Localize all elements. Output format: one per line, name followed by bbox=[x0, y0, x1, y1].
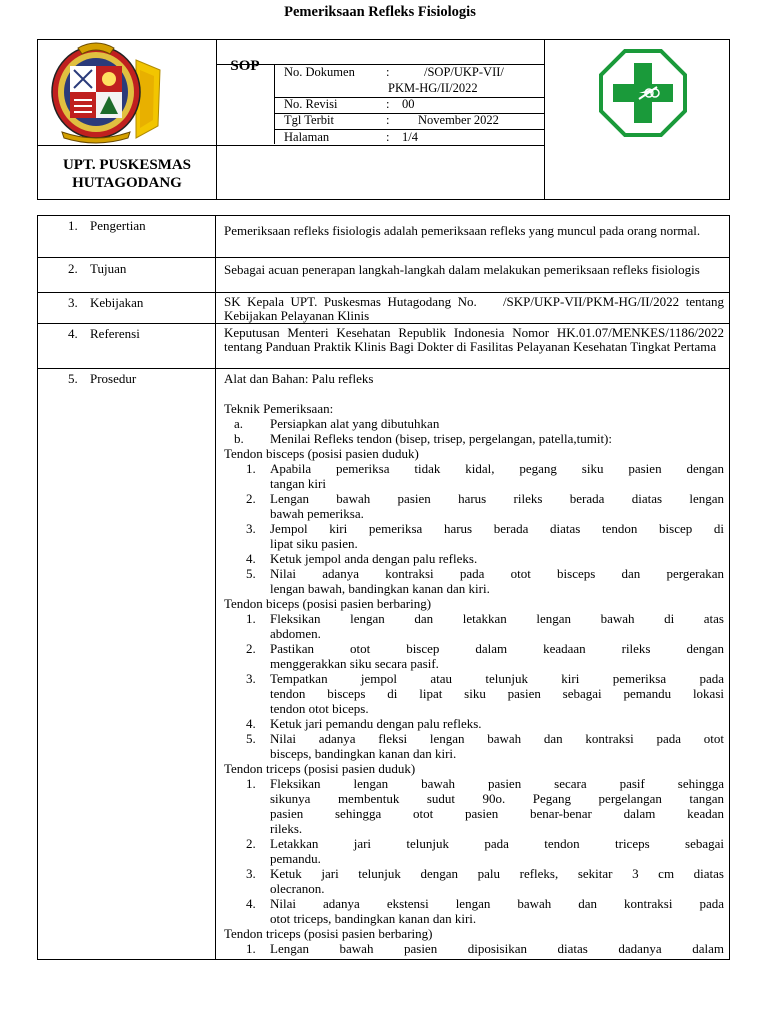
procedure-step bbox=[224, 491, 724, 521]
step-text-cont: pasien sehingga otot pasien benar-benar dalam keadan bbox=[270, 806, 724, 821]
step-text-cont: pemandu. bbox=[270, 851, 321, 866]
sop-label: SOP bbox=[230, 58, 260, 74]
step-text: Fleksikan lengan bawah pasien secara pasif sehingga bbox=[270, 776, 724, 791]
technique-item bbox=[224, 431, 724, 446]
procedure-step bbox=[224, 641, 724, 671]
step-text-cont: olecranon. bbox=[270, 881, 325, 896]
procedure-step bbox=[224, 716, 724, 731]
meta-sep: : bbox=[386, 113, 390, 127]
step-text: Pastikan otot biscep dalam keadaan rileks dengan bbox=[270, 641, 724, 656]
tools-text: Alat dan Bahan: Palu refleks bbox=[224, 371, 374, 386]
row-number: 5. bbox=[68, 371, 78, 386]
step-text-cont: menggerakkan siku secara pasif. bbox=[270, 656, 439, 671]
step-text: Ketuk jari telunjuk dengan palu refleks, sekitar 3 cm diatas bbox=[270, 866, 724, 881]
step-text: Jempol kiri pemeriksa harus berada diatas tendon biscep di bbox=[270, 521, 724, 536]
meta-label: Halaman bbox=[284, 130, 330, 144]
meta-doc-number bbox=[284, 65, 504, 79]
row-label: Tujuan bbox=[90, 261, 127, 276]
row-label: Kebijakan bbox=[90, 295, 144, 310]
row-label: Referensi bbox=[90, 326, 140, 341]
step-number: 5. bbox=[246, 566, 256, 581]
sop-content-table bbox=[37, 215, 730, 960]
section-title: Tendon bisceps (posisi pasien duduk) bbox=[224, 446, 419, 461]
row-number: 4. bbox=[68, 326, 78, 341]
regency-seal-logo bbox=[48, 40, 166, 146]
step-text-cont: tendon bisceps di lipat siku pasien sebagai pemandu lokasi bbox=[270, 686, 724, 701]
step-text: Letakkan jari telunjuk pada tendon triceps sebagai bbox=[270, 836, 724, 851]
procedure-step bbox=[224, 521, 724, 551]
row-divider bbox=[38, 292, 729, 293]
section-title: Tendon triceps (posisi pasien berbaring) bbox=[224, 926, 433, 941]
step-text: Ketuk jari pemandu dengan palu refleks. bbox=[270, 716, 482, 731]
definition-text: Pemeriksaan refleks fisiologis adalah pemeriksaan refleks yang muncul pada orang normal. bbox=[224, 223, 701, 238]
policy-text: SK Kepala UPT. Puskesmas Hutagodang No. /SKP/UKP-VII/PKM-HG/II/2022 tentang Kebijakan Pelayanan Klinis bbox=[224, 294, 728, 323]
meta-sep: : bbox=[386, 97, 390, 111]
step-number: 2. bbox=[246, 641, 256, 656]
puskesmas-logo bbox=[599, 49, 687, 137]
step-text-cont: abdomen. bbox=[270, 626, 321, 641]
procedure-step bbox=[224, 551, 724, 566]
row-number: 3. bbox=[68, 295, 78, 310]
item-marker: b. bbox=[234, 431, 244, 446]
item-text: Persiapkan alat yang dibutuhkan bbox=[270, 416, 440, 431]
step-text: Apabila pemeriksa tidak kidal, pegang siku pasien dengan bbox=[270, 461, 724, 476]
step-number: 3. bbox=[246, 671, 256, 686]
meta-sep: : bbox=[386, 65, 390, 79]
procedure-step bbox=[224, 896, 724, 926]
meta-page bbox=[284, 130, 418, 144]
step-number: 2. bbox=[246, 836, 256, 851]
meta-label: No. Dokumen bbox=[284, 65, 355, 79]
row-divider bbox=[38, 323, 729, 324]
procedure-step bbox=[224, 461, 724, 491]
step-text-cont: lengan bawah, bandingkan kanan dan kiri. bbox=[270, 581, 490, 596]
item-marker: a. bbox=[234, 416, 244, 431]
meta-doc-number-cont: PKM-HG/II/2022 bbox=[388, 81, 478, 95]
row-number: 2. bbox=[68, 261, 78, 276]
procedure-step bbox=[224, 611, 724, 641]
step-text-cont: sikunya membentuk sudut 90o. Pegang pergelangan tangan bbox=[270, 791, 724, 806]
item-text: Menilai Refleks tendon (bisep, trisep, pergelangan, patella,tumit): bbox=[270, 431, 612, 446]
meta-revision bbox=[284, 97, 415, 111]
reference-text: Keputusan Menteri Kesehatan Republik Indonesia Nomor HK.01.07/MENKES/1186/2022 tentang Panduan Praktik Klinis Bagi Dokter di Fasilitas Pelayanan Kesehatan Tingkat Pertama bbox=[224, 325, 724, 354]
step-number: 5. bbox=[246, 731, 256, 746]
step-text: Nilai adanya fleksi lengan bawah dan kontraksi pada otot bbox=[270, 731, 724, 746]
meta-sep: : bbox=[386, 130, 390, 144]
step-text-cont: lipat siku pasien. bbox=[270, 536, 358, 551]
divider bbox=[274, 64, 275, 144]
document-title: Pemeriksaan Refleks Fisiologis bbox=[284, 4, 476, 20]
row-divider bbox=[38, 368, 729, 369]
step-text-cont: rileks. bbox=[270, 821, 303, 836]
section-title: Tendon triceps (posisi pasien duduk) bbox=[224, 761, 416, 776]
technique-heading: Teknik Pemeriksaan: bbox=[224, 401, 334, 416]
row-number: 1. bbox=[68, 218, 78, 233]
step-text-cont: bisceps, bandingkan kanan dan kiri. bbox=[270, 746, 457, 761]
divider bbox=[216, 145, 544, 146]
step-number: 1. bbox=[246, 611, 256, 626]
column-divider bbox=[215, 216, 216, 959]
procedure-step bbox=[224, 866, 724, 896]
step-number: 3. bbox=[246, 866, 256, 881]
step-text-cont: tangan kiri bbox=[270, 476, 326, 491]
step-text: Ketuk jempol anda dengan palu refleks. bbox=[270, 551, 478, 566]
step-number: 1. bbox=[246, 461, 256, 476]
step-number: 4. bbox=[246, 551, 256, 566]
row-label: Pengertian bbox=[90, 218, 146, 233]
org-name-line2: HUTAGODANG bbox=[72, 175, 182, 191]
step-number: 2. bbox=[246, 491, 256, 506]
step-text: Lengan bawah pasien diposisikan diatas dadanya dalam bbox=[270, 941, 724, 956]
step-number: 4. bbox=[246, 896, 256, 911]
step-number: 3. bbox=[246, 521, 256, 536]
meta-label: Tgl Terbit bbox=[284, 113, 334, 127]
purpose-text: Sebagai acuan penerapan langkah-langkah dalam melakukan pemeriksaan refleks fisiologis bbox=[224, 262, 700, 277]
procedure-content bbox=[224, 371, 724, 956]
meta-label: No. Revisi bbox=[284, 97, 338, 111]
technique-item bbox=[224, 416, 724, 431]
meta-issue-date bbox=[284, 113, 499, 127]
procedure-step bbox=[224, 731, 724, 761]
step-text: Fleksikan lengan dan letakkan lengan bawah di atas bbox=[270, 611, 724, 626]
step-text: Nilai adanya kontraksi pada otot bisceps dan pergerakan bbox=[270, 566, 724, 581]
divider bbox=[544, 40, 545, 199]
step-text-cont: otot triceps, bandingkan kanan dan kiri. bbox=[270, 911, 477, 926]
step-text: Nilai adanya ekstensi lengan bawah dan kontraksi pada bbox=[270, 896, 724, 911]
procedure-step bbox=[224, 941, 724, 956]
row-label: Prosedur bbox=[90, 371, 137, 386]
step-number: 1. bbox=[246, 941, 256, 956]
meta-value: 1/4 bbox=[402, 130, 418, 144]
meta-value: November 2022 bbox=[418, 113, 499, 127]
procedure-step bbox=[224, 776, 724, 836]
procedure-step bbox=[224, 836, 724, 866]
step-text: Tempatkan jempol atau telunjuk kiri pemeriksa pada bbox=[270, 671, 724, 686]
meta-value: /SOP/UKP-VII/ bbox=[424, 65, 504, 79]
step-number: 4. bbox=[246, 716, 256, 731]
procedure-step bbox=[224, 671, 724, 716]
step-text-cont: tendon otot biceps. bbox=[270, 701, 369, 716]
organization-name bbox=[38, 156, 216, 192]
meta-value: 00 bbox=[402, 97, 415, 111]
step-number: 1. bbox=[246, 776, 256, 791]
step-text-cont: bawah pemeriksa. bbox=[270, 506, 364, 521]
section-title: Tendon biceps (posisi pasien berbaring) bbox=[224, 596, 432, 611]
procedure-step bbox=[224, 566, 724, 596]
step-text: Lengan bawah pasien harus rileks berada diatas lengan bbox=[270, 491, 724, 506]
row-divider bbox=[38, 257, 729, 258]
org-name-line1: UPT. PUSKESMAS bbox=[62, 157, 192, 173]
